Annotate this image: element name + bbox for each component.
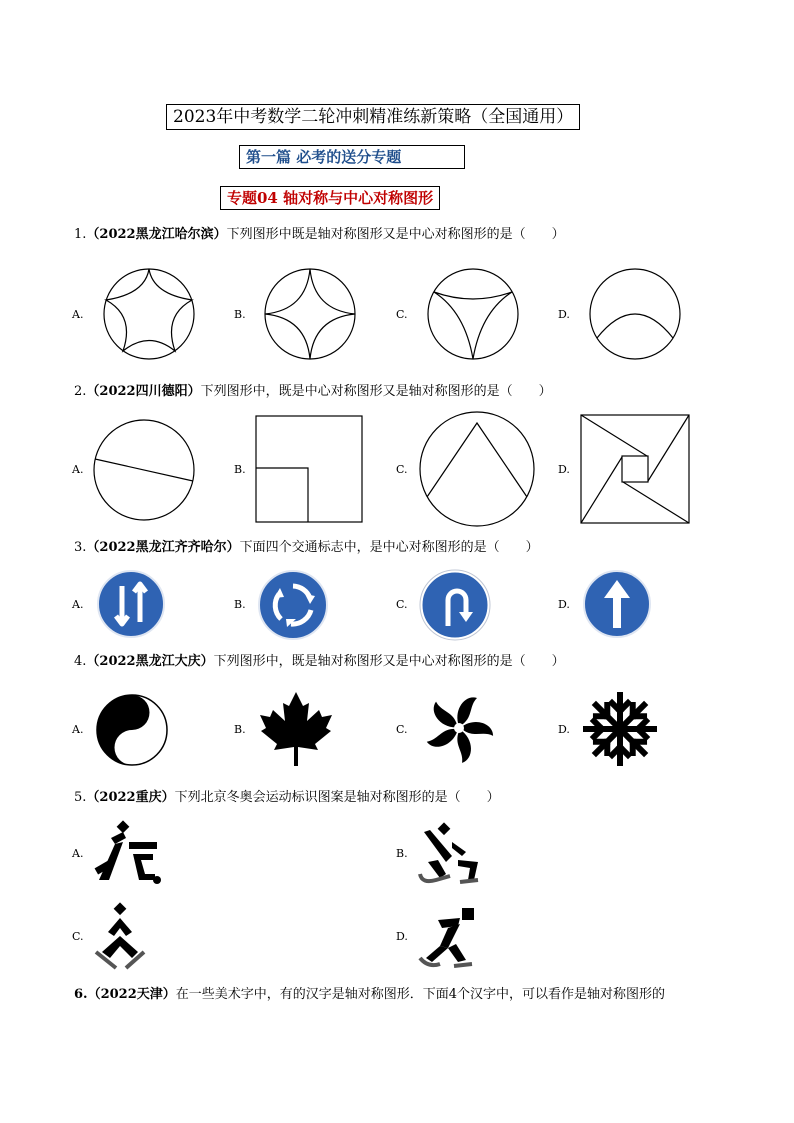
option-label: C. (396, 308, 408, 321)
question-text: 下面四个交通标志中，是中心对称图形的是（ ） (239, 540, 539, 555)
short-track-skating-pictogram-icon[interactable] (418, 904, 484, 970)
question-5 (74, 789, 500, 807)
question-number: 4. (74, 654, 87, 669)
question-source: （2022黑龙江哈尔滨） (86, 227, 227, 242)
option-label: D. (558, 308, 570, 321)
option-label: D. (558, 598, 570, 611)
question-source: （2022天津） (87, 987, 176, 1002)
curling-pictogram-icon[interactable] (93, 820, 165, 886)
question-number: 1. (74, 227, 87, 242)
circle-astroid-figure[interactable] (264, 268, 356, 360)
question-number: 5. (74, 790, 87, 805)
question-text: 下列图形中，既是轴对称图形又是中心对称图形的是（ ） (213, 654, 565, 669)
option-label: A. (72, 723, 84, 736)
option-label: C. (396, 463, 408, 476)
circle-arch-figure[interactable] (589, 268, 681, 360)
speed-skating-pictogram-icon[interactable] (418, 822, 484, 886)
question-source: （2022黑龙江大庆） (86, 654, 214, 669)
option-label: A. (72, 463, 84, 476)
option-label: B. (234, 463, 246, 476)
question-text: 下列图形中既是轴对称图形又是中心对称图形的是（ ） (226, 227, 565, 242)
question-number: 2. (74, 384, 87, 399)
topic-heading: 专题04 轴对称与中心对称图形 (220, 186, 440, 210)
maple-leaf-icon[interactable] (260, 690, 332, 768)
option-label: C. (396, 598, 408, 611)
circle-pentagon-figure[interactable] (103, 268, 195, 360)
option-label: B. (234, 308, 246, 321)
document-title: 2023年中考数学二轮冲刺精准练新策略（全国通用） (166, 104, 580, 130)
circle-chord-figure[interactable] (93, 419, 195, 521)
u-turn-sign-icon[interactable] (420, 570, 490, 640)
circle-reuleaux-figure[interactable] (427, 268, 519, 360)
question-3 (74, 539, 539, 557)
option-label: D. (396, 930, 408, 943)
question-source: （2022四川德阳） (86, 384, 201, 399)
option-label: D. (558, 723, 570, 736)
question-4 (74, 653, 565, 671)
roundabout-sign-icon[interactable] (258, 570, 328, 640)
option-label: B. (234, 723, 246, 736)
question-number: 6. (74, 987, 88, 1002)
question-number: 3. (74, 540, 87, 555)
straight-ahead-sign-icon[interactable] (582, 570, 652, 638)
alpine-skiing-pictogram-icon[interactable] (92, 902, 152, 972)
circle-triangle-figure[interactable] (419, 411, 535, 527)
bauhinia-flower-icon[interactable] (423, 692, 495, 764)
option-label: A. (72, 847, 84, 860)
option-label: D. (558, 463, 570, 476)
two-way-traffic-sign-icon[interactable] (96, 570, 166, 638)
question-source: （2022重庆） (86, 790, 175, 805)
snowflake-icon[interactable] (583, 692, 657, 766)
option-label: A. (72, 598, 84, 611)
question-2 (74, 383, 552, 401)
question-6 (74, 986, 665, 1004)
question-text: 在一些美术字中，有的汉字是轴对称图形．下面4个汉字中，可以看作是轴对称图形的 (175, 987, 666, 1002)
question-text: 下列北京冬奥会运动标识图案是轴对称图形的是（ ） (174, 790, 500, 805)
question-text: 下列图形中，既是中心对称图形又是轴对称图形的是（ ） (200, 384, 552, 399)
part-heading: 第一篇 必考的送分专题 (239, 145, 465, 169)
option-label: C. (72, 930, 84, 943)
pinwheel-square-figure[interactable] (580, 414, 690, 524)
option-label: A. (72, 308, 84, 321)
option-label: B. (234, 598, 246, 611)
nested-squares-figure[interactable] (255, 415, 363, 523)
option-label: C. (396, 723, 408, 736)
option-label: B. (396, 847, 408, 860)
question-source: （2022黑龙江齐齐哈尔） (86, 540, 240, 555)
question-1 (74, 226, 565, 244)
yin-yang-icon[interactable] (96, 694, 168, 766)
